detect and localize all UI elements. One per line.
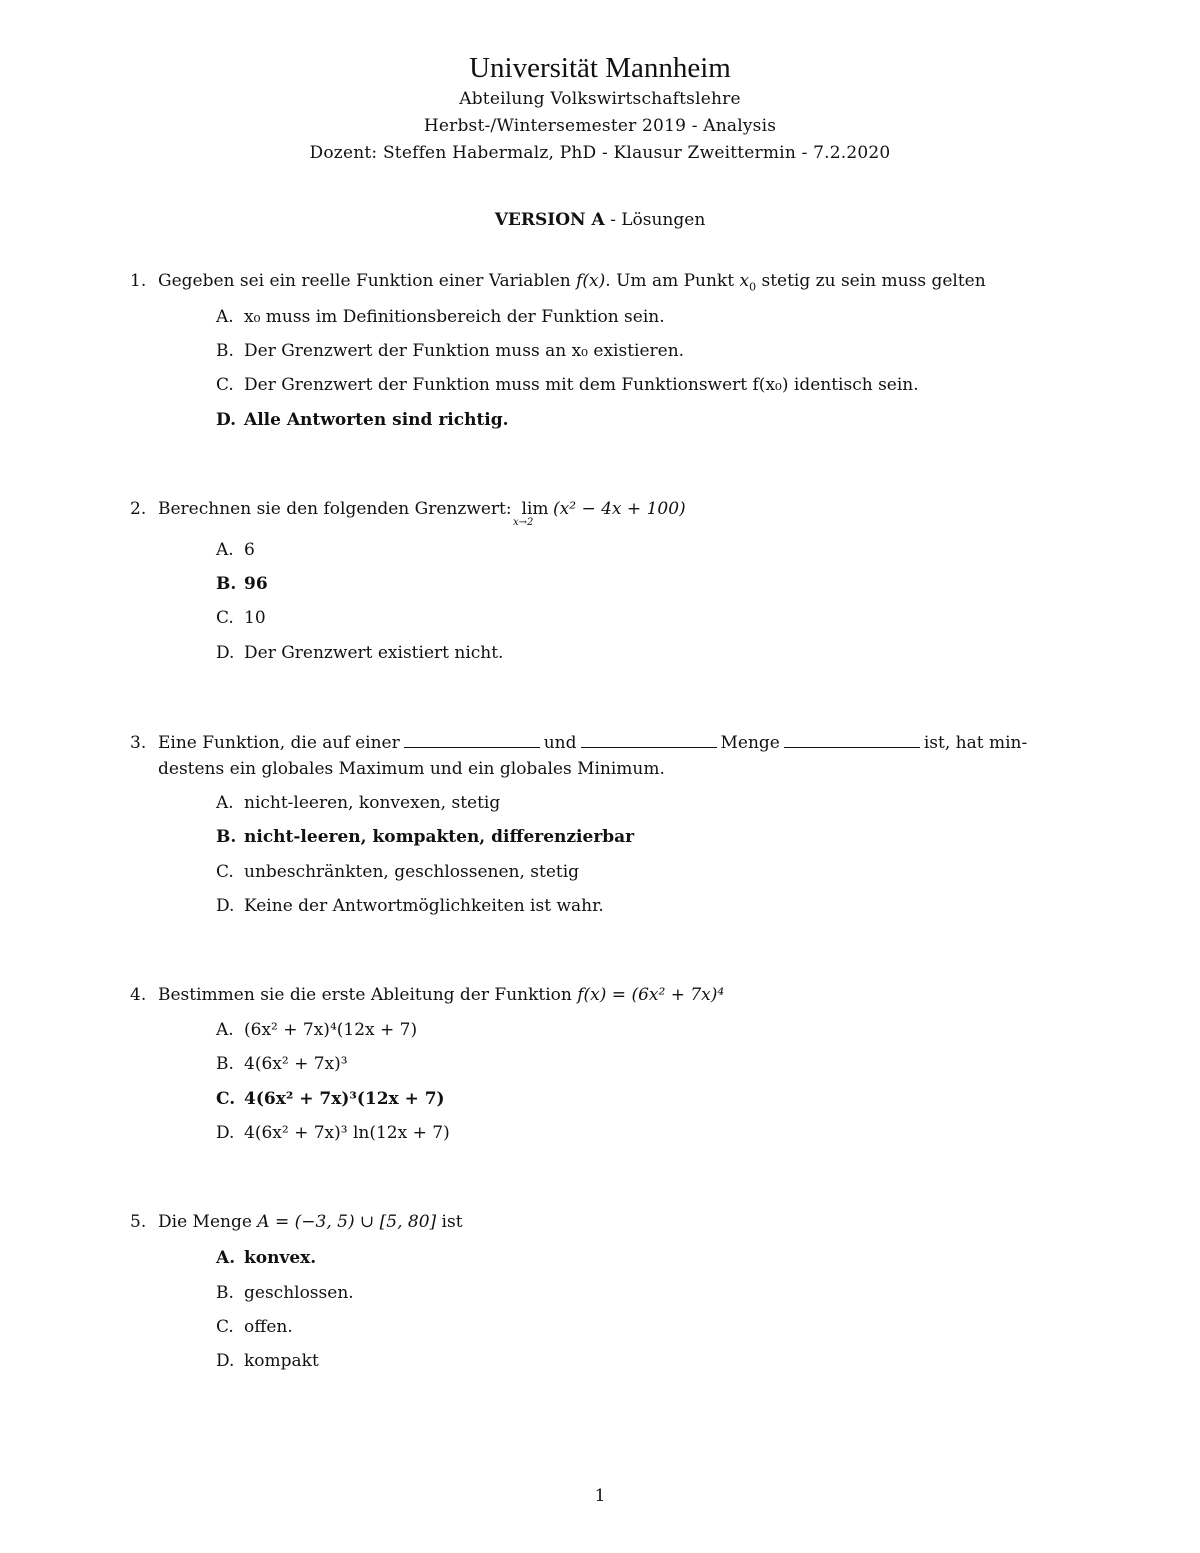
question-2-option-c[interactable]: C. 10 [216,608,266,628]
blank-3 [784,733,920,748]
question-5 [130,1209,1100,1235]
lecturer-line: Dozent: Steffen Habermalz, PhD - Klausur Zweittermin - 7.2.2020 [309,143,891,163]
question-4-option-a[interactable]: A. (6x² + 7x)⁴(12x + 7) [216,1020,418,1040]
question-number: 5. [130,1212,147,1232]
question-2-option-b-correct[interactable]: B. 96 [216,574,268,594]
question-1-option-b[interactable]: B. Der Grenzwert der Funktion muss an x₀ existieren. [216,341,685,361]
question-2 [130,496,1100,528]
question-text: Bestimmen sie die erste Ableitung der Funktion f(x) = (6x² + 7x)⁴ [158,985,725,1005]
question-3 [130,730,1100,782]
question-text: Eine Funktion, die auf einer und Menge ist, hat min- destens ein globales Maximum und ein globales Minimum. [158,733,1028,779]
question-2-option-a[interactable]: A. 6 [216,540,255,560]
set-formula: A = (−3, 5) ∪ [5, 80] [257,1212,437,1232]
blank-2 [581,733,717,748]
version-heading [0,210,1200,230]
version-label: VERSION A [494,210,605,230]
question-5-option-b[interactable]: B. geschlossen. [216,1283,354,1303]
question-3-option-d[interactable]: D. Keine der Antwortmöglichkeiten ist wahr. [216,896,604,916]
question-text: Die Menge A = (−3, 5) ∪ [5, 80] ist [158,1212,463,1232]
semester-line: Herbst-/Wintersemester 2019 - Analysis [423,116,777,136]
question-2-option-d[interactable]: D. Der Grenzwert existiert nicht. [216,643,504,663]
limit-expression: (x² − 4x + 100) [553,499,686,519]
question-4-option-b[interactable]: B. 4(6x² + 7x)³ [216,1054,348,1074]
question-1 [130,268,1100,300]
question-4 [130,982,1100,1008]
question-1-option-d-correct[interactable]: D. Alle Antworten sind richtig. [216,410,509,430]
blank-1 [404,733,540,748]
limit-operator: lim x→2 [513,499,549,528]
math-fx: f(x) [576,271,606,291]
question-number: 1. [130,271,147,291]
question-number: 4. [130,985,147,1005]
question-3-option-b-correct[interactable]: B. nicht-leeren, kompakten, differenzierbar [216,827,635,847]
question-5-option-d[interactable]: D. kompakt [216,1351,319,1371]
question-4-option-d[interactable]: D. 4(6x² + 7x)³ ln(12x + 7) [216,1123,450,1143]
question-number: 2. [130,499,147,519]
version-suffix: - Lösungen [604,210,706,230]
question-5-option-a-correct[interactable]: A. konvex. [216,1248,317,1268]
department-line: Abteilung Volkswirtschaftslehre [459,89,741,109]
university-title: Universität Mannheim [469,52,731,84]
question-3-option-a[interactable]: A. nicht-leeren, konvexen, stetig [216,793,501,813]
question-3-option-c[interactable]: C. unbeschränkten, geschlossenen, stetig [216,862,580,882]
question-1-option-a[interactable]: A. x₀ muss im Definitionsbereich der Funktion sein. [216,307,665,327]
question-text: Gegeben sei ein reelle Funktion einer Variablen f(x). Um am Punkt $x_0$ stetig zu sein muss gelten [158,271,986,294]
question-text: Berechnen sie den folgenden Grenzwert: lim x→2 (x² − 4x + 100) [158,496,1100,522]
question-5-option-c[interactable]: C. offen. [216,1317,293,1337]
question-4-option-c-correct[interactable]: C. 4(6x² + 7x)³(12x + 7) [216,1089,445,1109]
question-1-option-c[interactable]: C. Der Grenzwert der Funktion muss mit dem Funktionswert f(x₀) identisch sein. [216,375,919,395]
page-number: 1 [594,1486,606,1506]
function-formula: f(x) = (6x² + 7x)⁴ [577,985,725,1005]
question-number: 3. [130,733,147,753]
